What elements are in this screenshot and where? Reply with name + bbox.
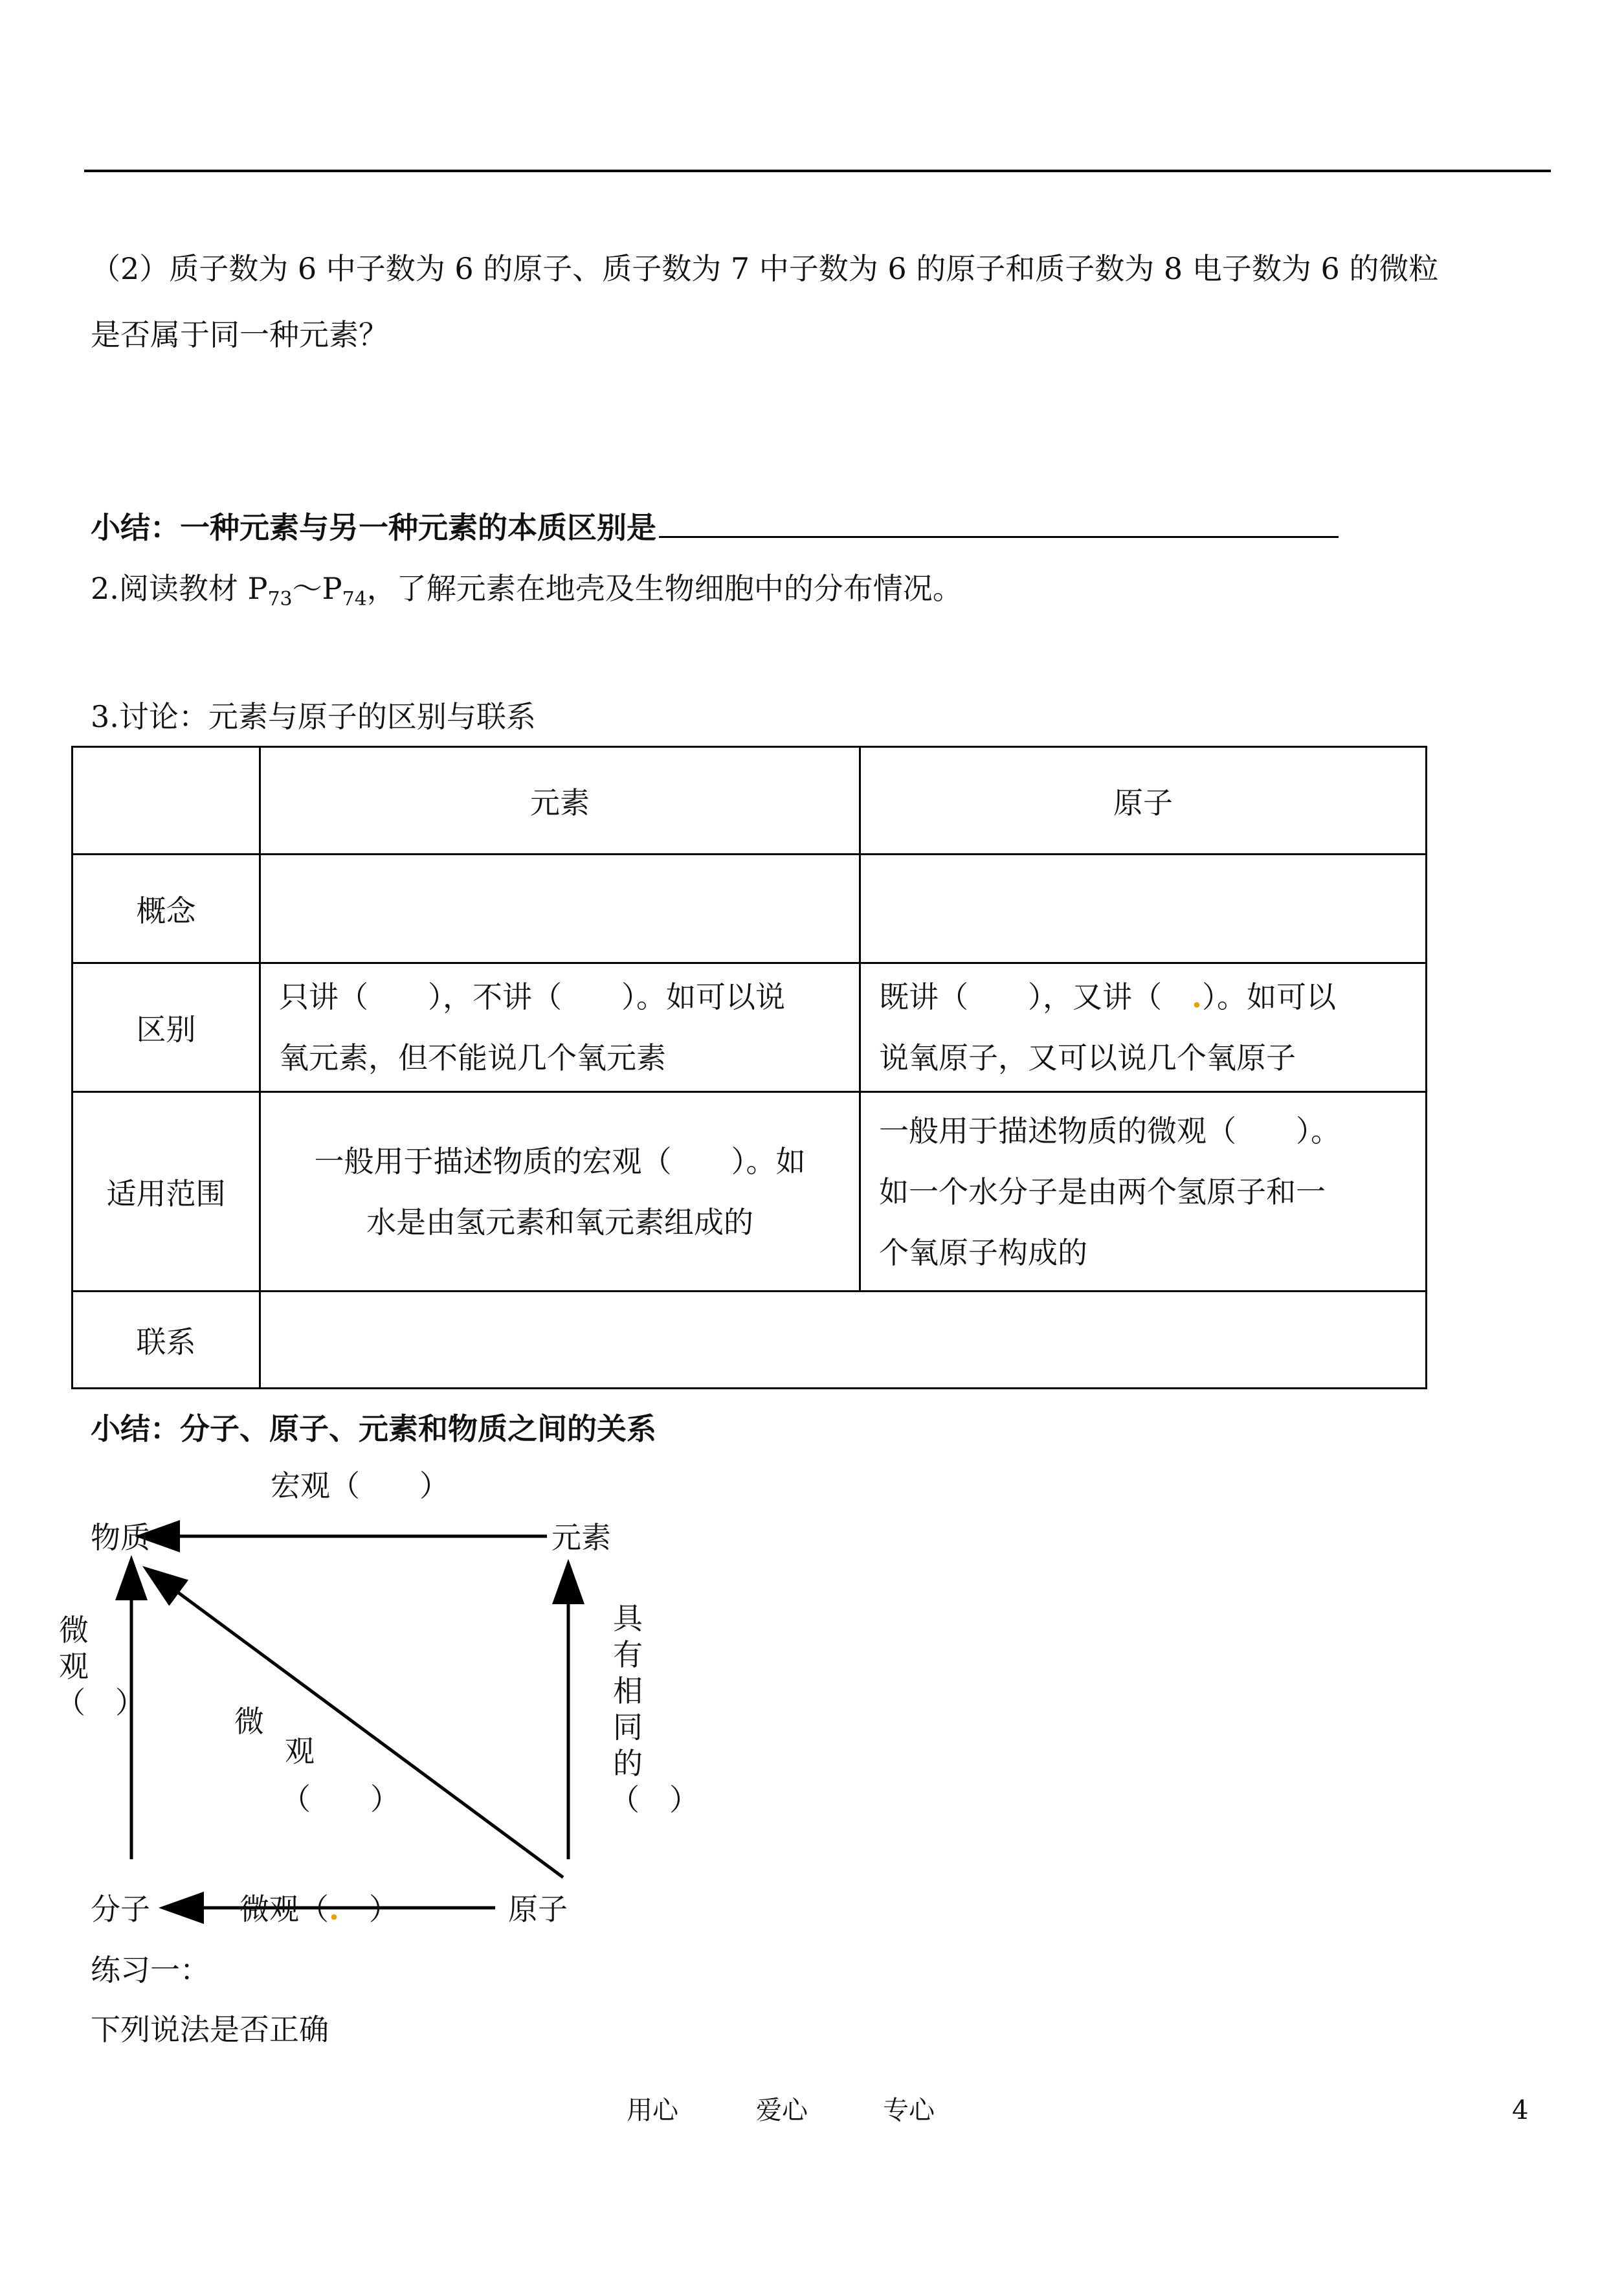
scope-atom-line-1: 一般用于描述物质的微观（ ）。 bbox=[879, 1113, 1340, 1148]
item-2-suffix: ，了解元素在地壳及生物细胞中的分布情况。 bbox=[366, 571, 962, 606]
diagram-diag-label-3: （ ） bbox=[281, 1782, 400, 1817]
row-label-difference: 区别 bbox=[72, 963, 260, 1092]
header-atom: 原子 bbox=[860, 747, 1427, 855]
item-2-prefix: 2.阅读教材 P bbox=[91, 571, 268, 606]
arrow-atom-to-matter bbox=[148, 1570, 563, 1877]
diagram-diag-label-2: 观 bbox=[285, 1734, 315, 1769]
question-2-line-1: （2）质子数为 6 中子数为 6 的原子、质子数为 7 中子数为 6 的原子和质子数为 8 电子数为 6 的微粒 bbox=[91, 251, 1439, 286]
exercise-line: 下列说法是否正确 bbox=[91, 2012, 329, 2047]
difference-atom-text-b: ）。如可以 bbox=[1202, 979, 1337, 1014]
diagram-node-atom: 原子 bbox=[508, 1892, 568, 1927]
diagram-node-molecule: 分子 bbox=[91, 1892, 150, 1927]
scope-atom-line-3: 个氧原子构成的 bbox=[879, 1235, 1087, 1270]
page-subscript-73: 73 bbox=[267, 588, 293, 611]
difference-element-line-1: 只讲（ ），不讲（ ）。如可以说 bbox=[279, 979, 785, 1014]
scope-element-line-1: 一般用于描述物质的宏观（ ）。如 bbox=[314, 1143, 806, 1179]
difference-element-line-2: 氧元素，但不能说几个氧元素 bbox=[279, 1040, 666, 1075]
diagram-bottom-label bbox=[239, 1892, 399, 1927]
diagram-node-matter: 物质 bbox=[91, 1520, 150, 1555]
row-label-concept: 概念 bbox=[72, 855, 260, 963]
difference-atom-text-a: 既讲（ ），又讲（ bbox=[879, 979, 1192, 1014]
header-element: 元素 bbox=[260, 747, 860, 855]
footer-middle: 爱心 bbox=[756, 2096, 808, 2125]
item-2-mid: ～P bbox=[292, 571, 342, 606]
orange-dot-mark: . bbox=[329, 1892, 340, 1927]
scope-atom-line-2: 如一个水分子是由两个氢原子和一 bbox=[879, 1174, 1326, 1209]
bottom-label-text: 微观（ bbox=[239, 1892, 329, 1927]
summary-relationship-title: 小结：分子、原子、元素和物质之间的关系 bbox=[91, 1411, 656, 1446]
diagram-diag-label-1: 微 bbox=[234, 1704, 264, 1739]
exercise-title: 练习一： bbox=[91, 1952, 210, 1987]
diagram-left-label: 微观（ ） bbox=[56, 1613, 145, 1720]
diagram-right-label: 具有相同的（ ） bbox=[610, 1601, 699, 1817]
summary-label: 小结：一种元素与另一种元素的本质区别是 bbox=[91, 510, 656, 545]
question-2-line-2: 是否属于同一种元素？ bbox=[91, 317, 388, 352]
row-label-scope: 适用范围 bbox=[72, 1092, 260, 1292]
page-number: 4 bbox=[1512, 2096, 1529, 2125]
page-subscript-74: 74 bbox=[342, 588, 367, 611]
diagram-node-element: 元素 bbox=[551, 1520, 611, 1555]
row-label-relation: 联系 bbox=[72, 1292, 260, 1389]
item-3-title: 3.讨论：元素与原子的区别与联系 bbox=[91, 699, 536, 734]
diagram-top-label: 宏观（ ） bbox=[271, 1468, 449, 1503]
footer-right: 专心 bbox=[883, 2096, 935, 2125]
orange-dot-mark: . bbox=[1192, 979, 1203, 1014]
difference-atom-line-2: 说氧原子，又可以说几个氧原子 bbox=[879, 1040, 1296, 1075]
scope-element-line-2: 水是由氢元素和氧元素组成的 bbox=[366, 1204, 753, 1240]
footer-left: 用心 bbox=[627, 2096, 678, 2125]
bottom-label-close: ） bbox=[339, 1892, 399, 1927]
